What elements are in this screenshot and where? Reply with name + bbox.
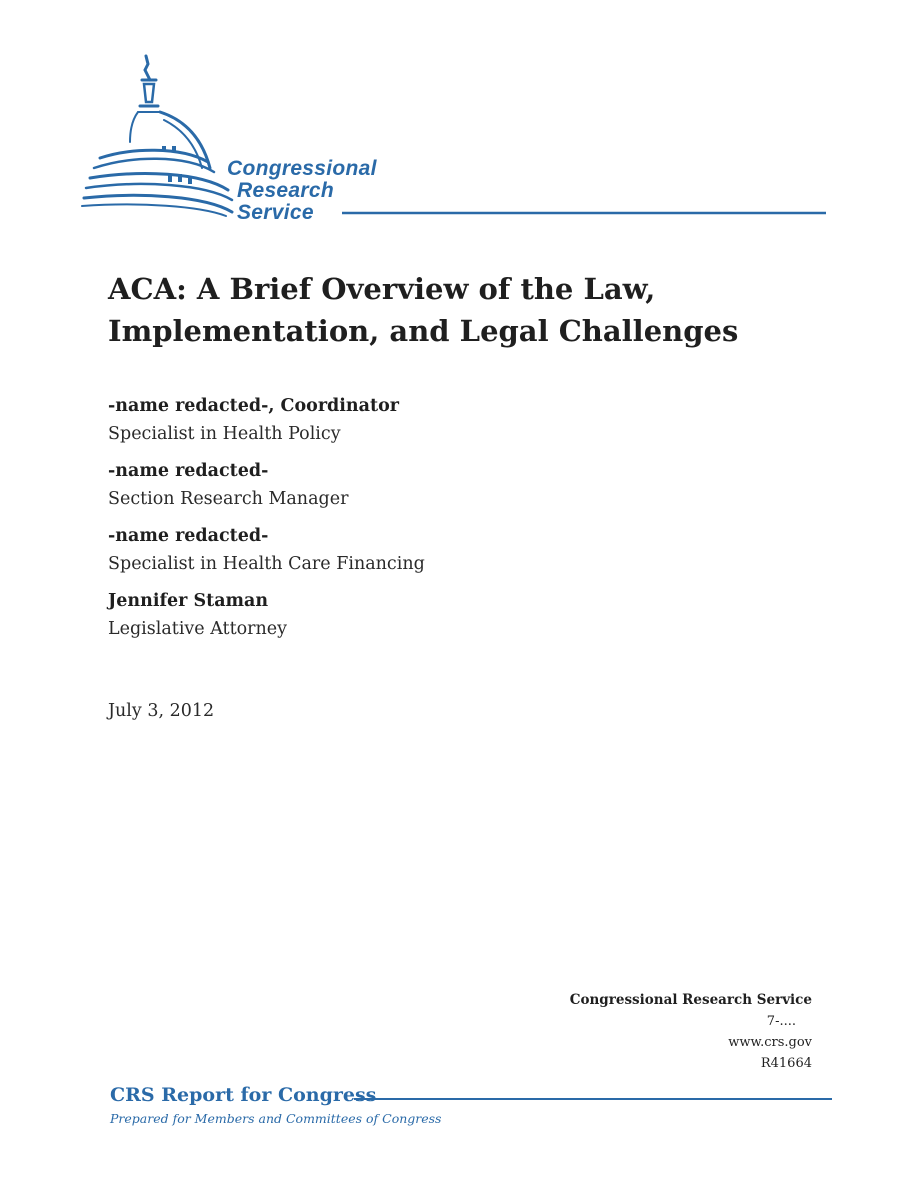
author-entry	[108, 392, 708, 448]
author-list	[108, 392, 708, 652]
author-name: Jennifer Staman	[108, 591, 269, 611]
author-entry	[108, 457, 708, 513]
logo-text-research: Research	[237, 179, 334, 202]
publication-date: July 3, 2012	[108, 701, 215, 721]
crs-info-block	[570, 990, 812, 1074]
report-number: R41664	[760, 1056, 812, 1071]
crs-code: 7-....	[766, 1014, 796, 1029]
document-title	[108, 268, 828, 352]
author-name: -name redacted-, Coordinator	[108, 396, 399, 416]
author-role: Specialist in Health Policy	[108, 424, 341, 444]
author-role: Specialist in Health Care Financing	[108, 554, 425, 574]
author-role: Section Research Manager	[108, 489, 349, 509]
crs-org-name: Congressional Research Service	[569, 992, 812, 1008]
crs-website-link[interactable]: www.crs.gov	[728, 1035, 812, 1050]
report-subtitle: Prepared for Members and Committees of Congress	[110, 1111, 442, 1126]
author-entry	[108, 587, 708, 643]
crs-logo	[80, 50, 840, 230]
title-line-1: ACA: A Brief Overview of the Law,	[108, 272, 656, 306]
footer-divider	[354, 1098, 832, 1100]
title-line-2: Implementation, and Legal Challenges	[108, 314, 739, 348]
logo-text-service: Service	[237, 201, 314, 224]
author-name: -name redacted-	[108, 461, 269, 481]
author-name: -name redacted-	[108, 526, 269, 546]
capitol-dome-icon	[80, 50, 840, 230]
report-title: CRS Report for Congress	[110, 1084, 377, 1106]
author-role: Legislative Attorney	[108, 619, 288, 639]
author-entry	[108, 522, 708, 578]
logo-text-congressional: Congressional	[227, 157, 377, 180]
